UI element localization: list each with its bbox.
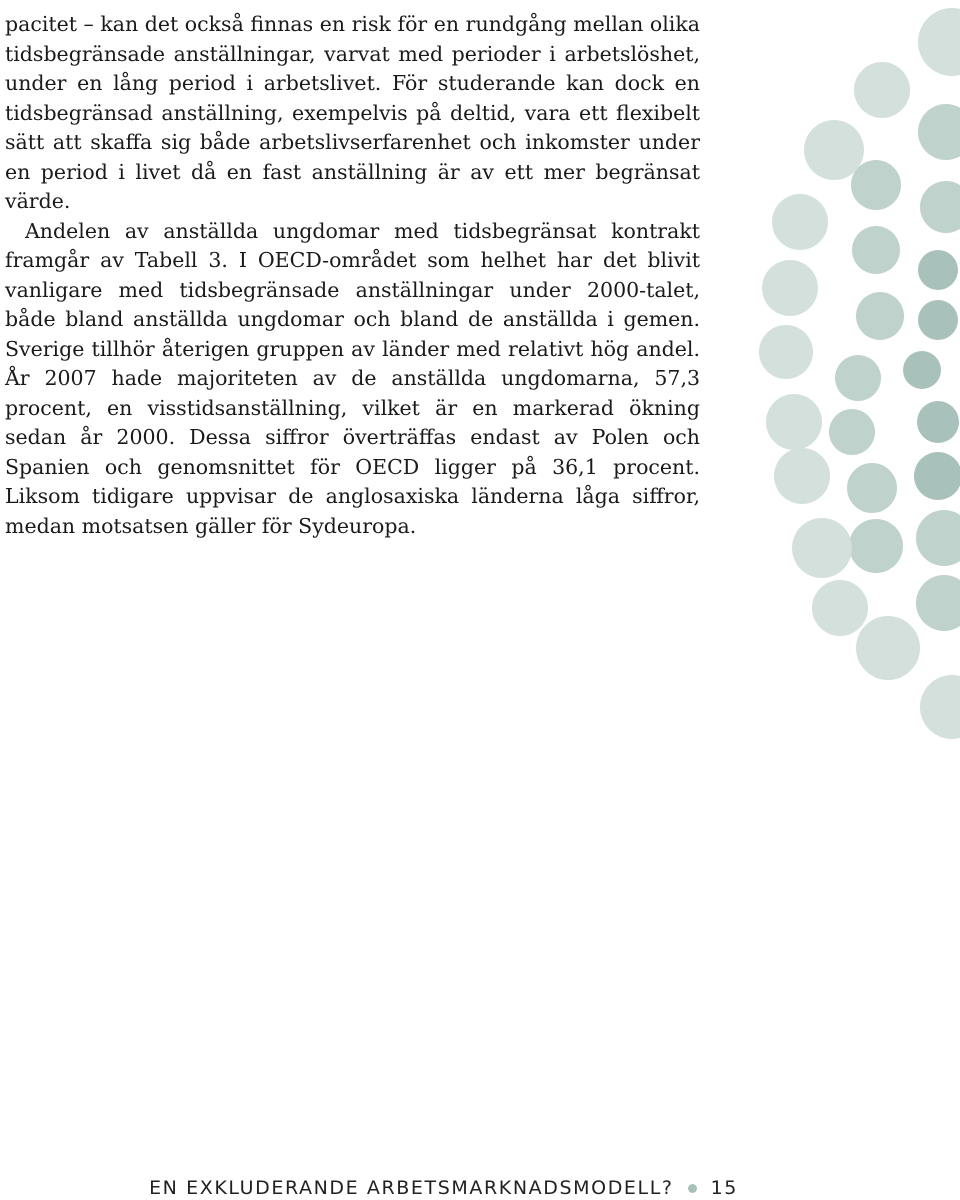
decorative-dot (849, 519, 903, 573)
decorative-dot (847, 463, 897, 513)
decorative-dot (918, 104, 960, 160)
decorative-dot (812, 580, 868, 636)
decorative-dot (916, 575, 960, 631)
decorative-dot (766, 394, 822, 450)
decorative-dot (774, 448, 830, 504)
decorative-dot (856, 292, 904, 340)
decorative-dot (856, 616, 920, 680)
paragraph-2: Andelen av anställda ungdomar med tidsbegränsat kontrakt framgår av Tabell 3. I OECD-området som helhet har det blivit vanligare med tidsbegränsade anställningar under 2000-talet, både bland anställda ungdomar och bland de anställda i gemen. Sverige tillhör återigen gruppen av länder med relativt hög andel. År 2007 hade majoriteten av de anställda ungdomarna, 57,3 procent, en visstidsanställning, vilket är en markerad ökning sedan år 2000. Dessa siffror överträffas endast av Polen och Spanien och genomsnittet för OECD ligger på 36,1 procent. Liksom tidigare uppvisar de anglosaxiska länderna låga siffror, medan motsatsen gäller för Sydeuropa. (5, 218, 700, 538)
decorative-dot (918, 250, 958, 290)
decorative-dot (829, 409, 875, 455)
decorative-dot (920, 675, 960, 739)
decorative-dot (772, 194, 828, 250)
decorative-dot (762, 260, 818, 316)
body-text (5, 10, 700, 541)
decorative-dot (920, 181, 960, 233)
decorative-dot (792, 518, 852, 578)
decorative-dot (916, 510, 960, 566)
decorative-dot (835, 355, 881, 401)
decorative-dot (854, 62, 910, 118)
decorative-dot (918, 300, 958, 340)
decorative-dot (914, 452, 960, 500)
decorative-dot (759, 325, 813, 379)
running-title: EN EXKLUDERANDE ARBETSMARKNADSMODELL? (149, 1177, 674, 1199)
paragraph-1: pacitet – kan det också finnas en risk för en rundgång mellan olika tidsbegränsade anställningar, varvat med perioder i arbetslöshet, under en lång period i arbetslivet. För studerande kan dock en tidsbegränsad anställning, exempelvis på deltid, vara ett flexibelt sätt att skaffa sig både arbetslivserfarenhet och inkomster under en period i livet då en fast anställning är av ett mer begränsat värde. (5, 12, 700, 213)
decorative-dot (918, 8, 960, 76)
decorative-dot (917, 401, 959, 443)
decorative-dot (804, 120, 864, 180)
page-number: 15 (710, 1177, 738, 1199)
decorative-dot (852, 226, 900, 274)
page-footer (149, 1176, 738, 1200)
decorative-dot (851, 160, 901, 210)
separator-dot-icon (688, 1184, 697, 1193)
decorative-dot (903, 351, 941, 389)
